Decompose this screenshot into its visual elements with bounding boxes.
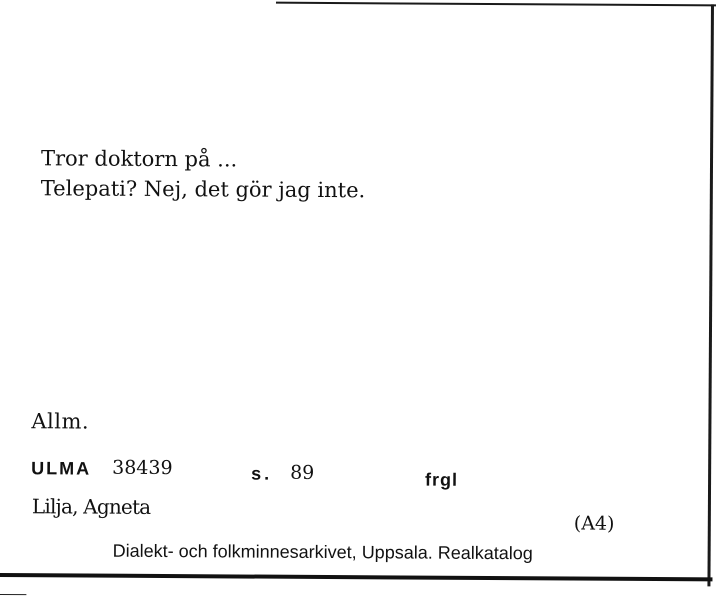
informant-name: Lilja, Agneta — [31, 494, 151, 519]
card-corner-mark — [0, 594, 26, 595]
card-bottom-edge — [0, 573, 712, 581]
archive-footer: Dialekt- och folkminnesarkivet, Uppsala. Realkatalog — [112, 540, 533, 564]
page-label: s. — [251, 463, 273, 484]
type-label: frgl — [425, 469, 459, 490]
classification-code: (A4) — [573, 512, 615, 535]
card-top-edge — [276, 2, 716, 7]
category-label: Allm. — [31, 409, 90, 434]
archive-number: 38439 — [112, 456, 173, 480]
card-text-line-1: Tror doktorn på ... — [40, 146, 238, 172]
archive-label: ULMA — [31, 458, 92, 479]
card-text-line-2: Telepati? Nej, det gör jag inte. — [40, 176, 366, 203]
page-number: 89 — [290, 461, 315, 484]
card-right-edge — [707, 4, 714, 586]
